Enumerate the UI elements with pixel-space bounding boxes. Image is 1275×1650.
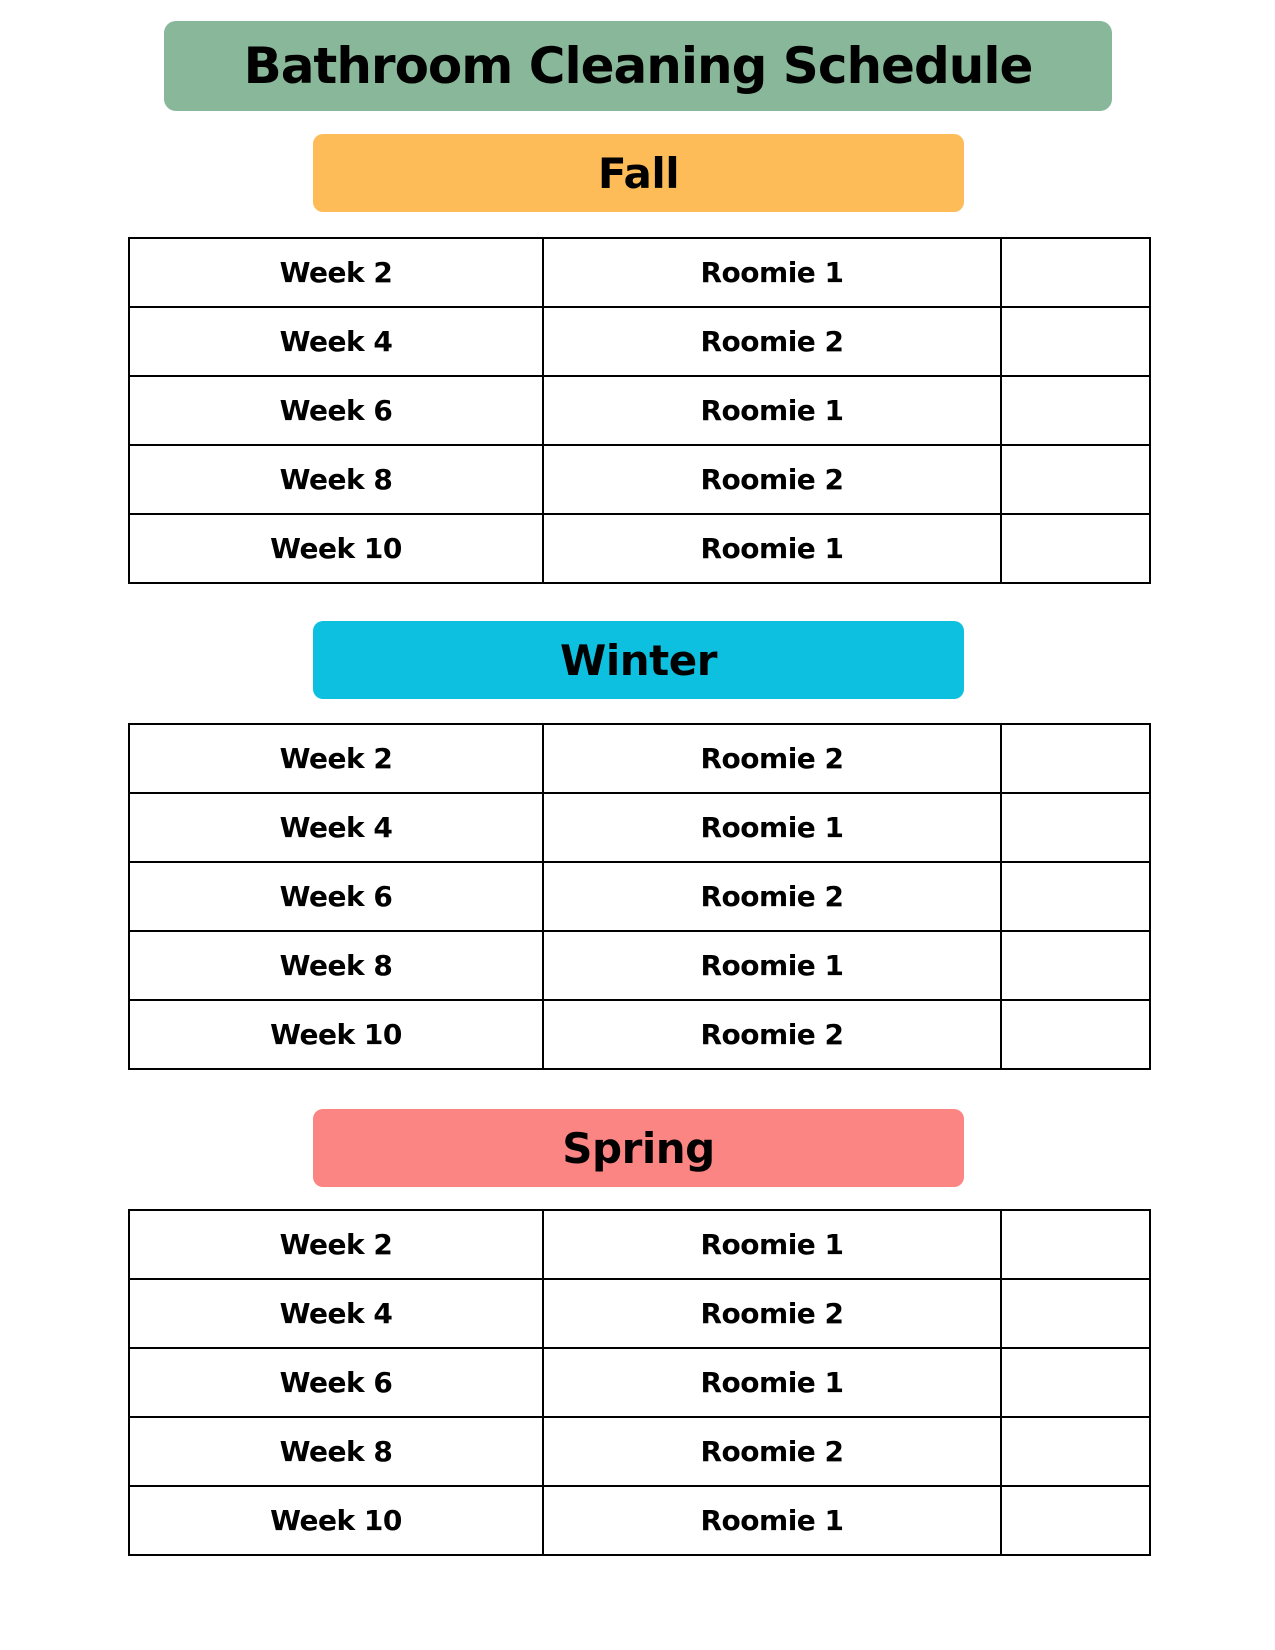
season-header-fall: Fall xyxy=(313,134,964,212)
roomie-cell: Roomie 2 xyxy=(543,1279,1001,1348)
check-cell xyxy=(1001,793,1150,862)
week-cell: Week 6 xyxy=(129,1348,543,1417)
roomie-cell: Roomie 1 xyxy=(543,1486,1001,1555)
table-row xyxy=(129,1486,1150,1555)
roomie-cell: Roomie 1 xyxy=(543,238,1001,307)
roomie-cell: Roomie 2 xyxy=(543,445,1001,514)
week-cell: Week 10 xyxy=(129,514,543,583)
check-cell xyxy=(1001,1486,1150,1555)
check-cell xyxy=(1001,862,1150,931)
roomie-cell: Roomie 1 xyxy=(543,1210,1001,1279)
table-row xyxy=(129,1417,1150,1486)
week-cell: Week 8 xyxy=(129,931,543,1000)
roomie-cell: Roomie 1 xyxy=(543,376,1001,445)
week-cell: Week 10 xyxy=(129,1000,543,1069)
table-row xyxy=(129,1000,1150,1069)
week-cell: Week 2 xyxy=(129,238,543,307)
week-cell: Week 6 xyxy=(129,376,543,445)
table-row xyxy=(129,931,1150,1000)
check-cell xyxy=(1001,445,1150,514)
check-cell xyxy=(1001,1417,1150,1486)
table-row xyxy=(129,307,1150,376)
week-cell: Week 4 xyxy=(129,1279,543,1348)
check-cell xyxy=(1001,931,1150,1000)
table-row xyxy=(129,724,1150,793)
table-row xyxy=(129,445,1150,514)
table-row xyxy=(129,514,1150,583)
week-cell: Week 8 xyxy=(129,445,543,514)
winter-schedule-table xyxy=(128,723,1151,1070)
check-cell xyxy=(1001,376,1150,445)
check-cell xyxy=(1001,1000,1150,1069)
roomie-cell: Roomie 2 xyxy=(543,307,1001,376)
week-cell: Week 10 xyxy=(129,1486,543,1555)
week-cell: Week 6 xyxy=(129,862,543,931)
table-row xyxy=(129,862,1150,931)
roomie-cell: Roomie 1 xyxy=(543,514,1001,583)
roomie-cell: Roomie 2 xyxy=(543,1000,1001,1069)
table-row xyxy=(129,238,1150,307)
spring-schedule-table xyxy=(128,1209,1151,1556)
check-cell xyxy=(1001,307,1150,376)
roomie-cell: Roomie 1 xyxy=(543,1348,1001,1417)
check-cell xyxy=(1001,724,1150,793)
page-title: Bathroom Cleaning Schedule xyxy=(164,21,1112,111)
check-cell xyxy=(1001,1279,1150,1348)
roomie-cell: Roomie 2 xyxy=(543,862,1001,931)
table-row xyxy=(129,1279,1150,1348)
check-cell xyxy=(1001,514,1150,583)
week-cell: Week 8 xyxy=(129,1417,543,1486)
check-cell xyxy=(1001,1348,1150,1417)
check-cell xyxy=(1001,1210,1150,1279)
table-row xyxy=(129,376,1150,445)
week-cell: Week 2 xyxy=(129,724,543,793)
fall-schedule-table xyxy=(128,237,1151,584)
week-cell: Week 4 xyxy=(129,307,543,376)
roomie-cell: Roomie 2 xyxy=(543,724,1001,793)
roomie-cell: Roomie 1 xyxy=(543,793,1001,862)
table-row xyxy=(129,793,1150,862)
table-row xyxy=(129,1348,1150,1417)
week-cell: Week 2 xyxy=(129,1210,543,1279)
check-cell xyxy=(1001,238,1150,307)
week-cell: Week 4 xyxy=(129,793,543,862)
roomie-cell: Roomie 2 xyxy=(543,1417,1001,1486)
table-row xyxy=(129,1210,1150,1279)
season-header-winter: Winter xyxy=(313,621,964,699)
season-header-spring: Spring xyxy=(313,1109,964,1187)
roomie-cell: Roomie 1 xyxy=(543,931,1001,1000)
